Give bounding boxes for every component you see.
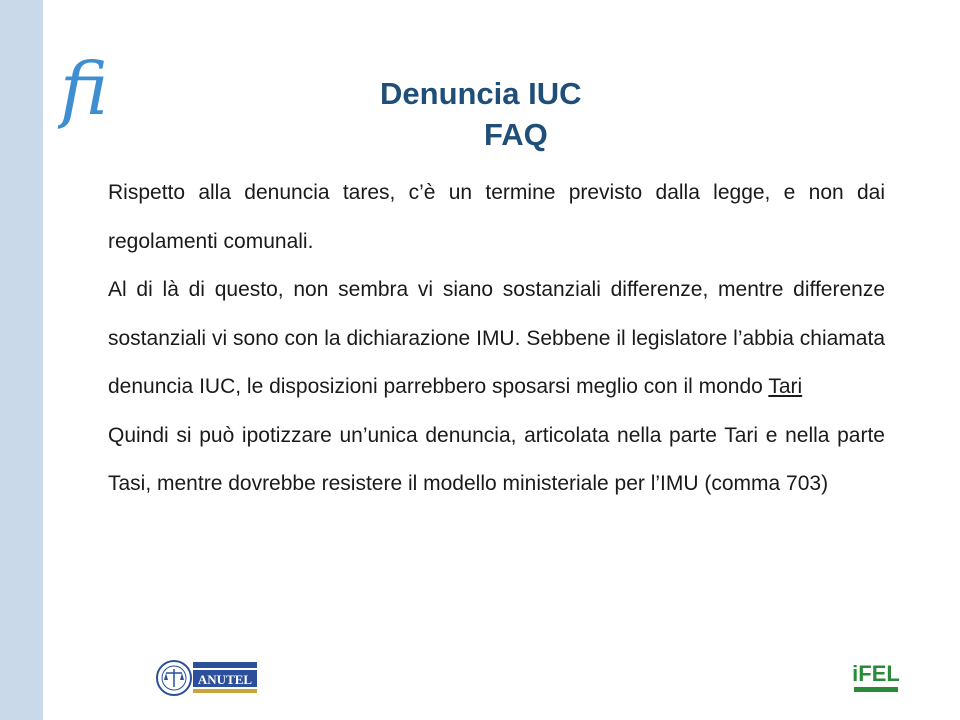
ifel-logo-icon — [846, 655, 906, 699]
svg-text:iFEL: iFEL — [852, 661, 900, 686]
title-block — [300, 76, 640, 166]
left-decorative-band — [0, 0, 43, 720]
paragraph-1: Rispetto alla denuncia tares, c’è un termine previsto dalla legge, e non dai regolamenti comunali. — [108, 181, 885, 253]
paragraph-2 — [108, 266, 885, 412]
tari-underlined-word: Tari — [768, 375, 803, 398]
paragraph-3: Quindi si può ipotizzare un’unica denuncia, articolata nella parte Tari e nella parte Tasi, mentre dovrebbe resistere il modello ministeriale per l’IMU (comma 703) — [108, 423, 885, 495]
anutel-logo-icon — [155, 656, 260, 700]
paragraph-2-text: Al di là di questo, non sembra vi siano sostanziali differenze, mentre differenze sostanziali vi sono con la dichiarazione IMU. Sebbene il legislatore l’abbia chiamata denuncia IUC, le disposizioni parrebbero sposarsi meglio con il mondo — [108, 278, 885, 398]
svg-text:ANUTEL: ANUTEL — [197, 672, 253, 687]
slide-title: Denuncia IUC — [380, 76, 582, 111]
slide-subtitle: FAQ — [484, 117, 548, 152]
fi-logo-icon — [58, 46, 128, 136]
svg-text:fi: fi — [60, 47, 109, 131]
slide-content — [108, 169, 885, 509]
